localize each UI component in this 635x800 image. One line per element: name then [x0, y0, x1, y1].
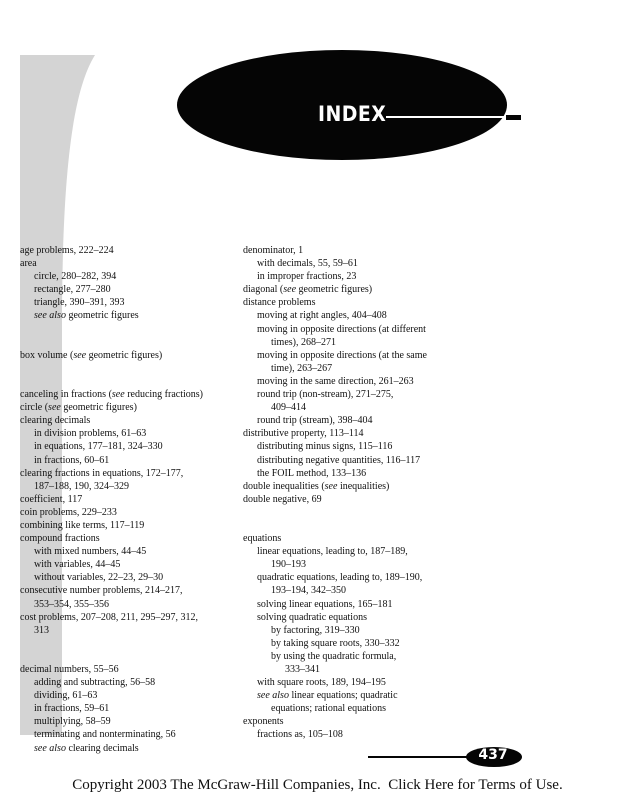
index-entry: double negative, 69: [243, 493, 322, 505]
index-entry: age problems, 222–224: [20, 245, 114, 256]
index-entry: moving in opposite directions (at the same: [257, 349, 427, 361]
index-entry: adding and subtracting, 56–58: [34, 677, 156, 689]
page-title: INDEX: [318, 102, 387, 126]
index-entry: moving in the same direction, 261–263: [257, 375, 414, 387]
index-entry-text: geometric figures: [68, 310, 139, 322]
index-entry: fractions as, 105–108: [257, 729, 343, 741]
index-spacer: [20, 362, 232, 375]
index-entry: 193–194, 342–350: [271, 585, 346, 597]
index-entry: in division problems, 61–63: [34, 428, 147, 440]
index-entry: times), 268–271: [271, 336, 336, 348]
index-entry: equations: [243, 533, 282, 545]
copyright-text: Copyright 2003 The McGraw-Hill Companies, Inc.: [72, 777, 381, 793]
index-entry: rectangle, 277–280: [34, 284, 111, 296]
index-entry: decimal numbers, 55–56: [20, 664, 119, 675]
index-entry: in improper fractions, 23: [257, 271, 357, 283]
index-entry: with mixed numbers, 44–45: [34, 546, 147, 558]
index-entry: cost problems, 207–208, 211, 295–297, 312,: [20, 611, 198, 623]
index-entry: diagonal (see geometric figures): [243, 284, 373, 296]
index-entry: double inequalities (see inequalities): [243, 480, 390, 492]
index-entry: box volume (see geometric figures): [20, 349, 163, 361]
index-entry: 333–341: [285, 664, 320, 675]
index-entry: solving quadratic equations: [257, 611, 367, 623]
index-entry: coin problems, 229–233: [20, 506, 117, 518]
index-entry: round trip (non-stream), 271–275,: [257, 389, 394, 401]
index-entry: distributive property, 113–114: [243, 428, 364, 440]
index-entry: distance problems: [243, 297, 316, 309]
index-entry: distributing minus signs, 115–116: [257, 441, 393, 453]
index-entry: by taking square roots, 330–332: [271, 637, 400, 649]
index-entry: 190–193: [271, 559, 306, 571]
index-entry: clearing fractions in equations, 172–177,: [20, 467, 184, 479]
index-entry: by using the quadratic formula,: [271, 650, 397, 662]
index-entry: circle (see geometric figures): [20, 402, 137, 414]
index-entry: the FOIL method, 133–136: [257, 467, 367, 479]
index-column-left: [20, 244, 232, 755]
index-entry: clearing decimals: [20, 415, 91, 427]
index-spacer: [20, 375, 232, 388]
index-entry: moving at right angles, 404–408: [257, 310, 387, 322]
index-entry: dividing, 61–63: [34, 690, 98, 702]
index-entry: compound fractions: [20, 533, 100, 545]
index-spacer: [20, 637, 232, 650]
see-also-label: see also: [34, 310, 69, 322]
index-entry: denominator, 1: [243, 245, 304, 256]
index-entry: linear equations, leading to, 187–189,: [257, 546, 408, 558]
index-spacer: [243, 506, 458, 519]
index-entry: solving linear equations, 165–181: [257, 598, 393, 610]
index-entry: time), 263–267: [271, 362, 333, 374]
index-entry: with decimals, 55, 59–61: [257, 258, 358, 270]
index-spacer: [20, 650, 232, 663]
terms-of-use-link[interactable]: Click Here for Terms of Use.: [388, 777, 563, 793]
index-entry: with variables, 44–45: [34, 559, 121, 571]
index-column-right: [243, 244, 458, 742]
index-entry: in fractions, 60–61: [34, 454, 110, 466]
see-also-label: see also: [34, 742, 69, 754]
index-entry-text: linear equations; quadratic: [291, 690, 398, 702]
index-entry: combining like terms, 117–119: [20, 519, 145, 531]
index-entry: canceling in fractions (see reducing fractions): [20, 389, 203, 401]
index-entry-text: clearing decimals: [68, 742, 139, 754]
page-number: 437: [478, 747, 508, 763]
index-entry: 353–354, 355–356: [34, 598, 109, 610]
index-entry: [243, 689, 458, 702]
index-entry: [20, 309, 232, 322]
index-entry: without variables, 22–23, 29–30: [34, 572, 164, 584]
index-entry: quadratic equations, leading to, 189–190,: [257, 572, 423, 584]
index-entry: consecutive number problems, 214–217,: [20, 585, 183, 597]
index-entry: 187–188, 190, 324–329: [34, 480, 129, 492]
index-entry: moving in opposite directions (at different: [257, 323, 426, 335]
index-entry: multiplying, 58–59: [34, 716, 111, 728]
title-rule-tab: [506, 115, 521, 120]
index-entry: in fractions, 59–61: [34, 703, 110, 715]
index-entry: terminating and nonterminating, 56: [34, 729, 176, 741]
index-entry: [20, 742, 232, 755]
index-entry: coefficient, 117: [20, 493, 83, 505]
index-entry: circle, 280–282, 394: [34, 271, 117, 283]
see-also-label: see also: [257, 690, 292, 702]
index-entry: with square roots, 189, 194–195: [257, 677, 386, 689]
index-entry: area: [20, 258, 37, 270]
index-spacer: [243, 519, 458, 532]
index-entry: 409–414: [271, 402, 306, 414]
index-entry: exponents: [243, 716, 284, 728]
footer: [0, 777, 635, 794]
index-entry: by factoring, 319–330: [271, 624, 360, 636]
index-entry: distributing negative quantities, 116–117: [257, 454, 421, 466]
index-entry: round trip (stream), 398–404: [257, 415, 373, 427]
index-entry: in equations, 177–181, 324–330: [34, 441, 163, 453]
index-spacer: [20, 323, 232, 336]
index-spacer: [20, 336, 232, 349]
index-entry: 313: [34, 624, 49, 636]
index-entry: triangle, 390–391, 393: [34, 297, 125, 309]
index-entry: equations; rational equations: [271, 703, 386, 715]
